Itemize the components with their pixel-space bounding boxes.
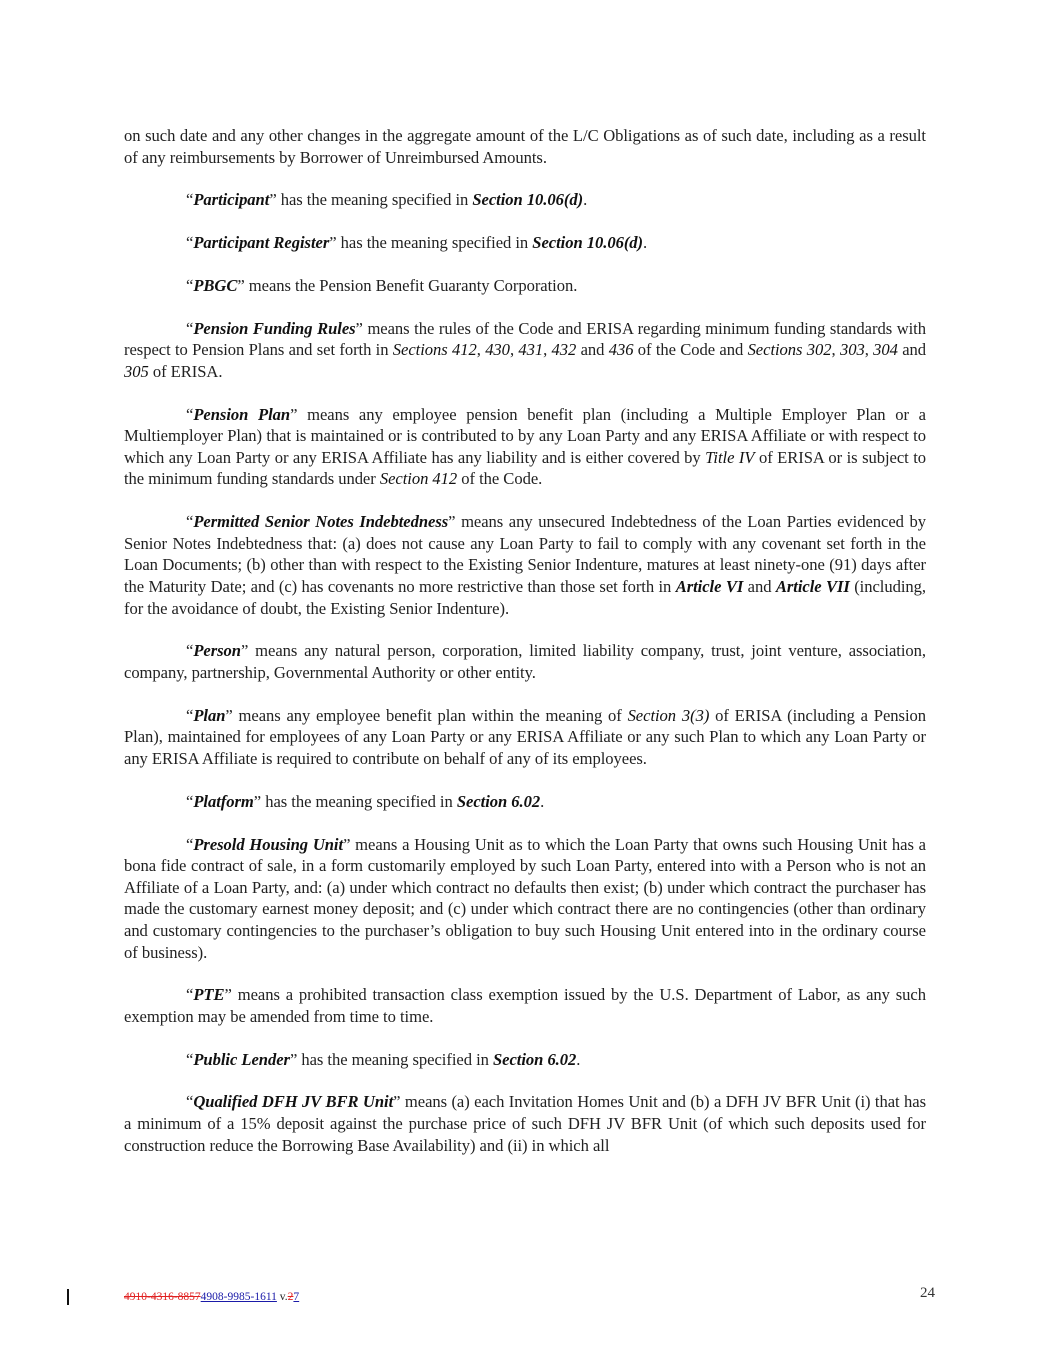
definition-paragraph	[124, 318, 926, 383]
text-run: and	[743, 577, 776, 597]
text-run: ,	[543, 340, 552, 360]
definition-paragraph	[124, 705, 926, 770]
text-run: ,	[509, 340, 519, 360]
text-run: “	[186, 512, 194, 532]
defined-term: Permitted Senior Notes Indebtedness	[193, 512, 449, 532]
statute-reference: 304	[873, 340, 898, 360]
text-run: “	[186, 1049, 194, 1069]
defined-term: Public Lender	[193, 1049, 290, 1069]
defined-term: Person	[193, 641, 241, 661]
text-run: ,	[831, 340, 840, 360]
definition-paragraph	[124, 1091, 926, 1156]
page-number: 24	[920, 1285, 935, 1301]
defined-term: PTE	[193, 985, 225, 1005]
text-run: “	[186, 1092, 194, 1112]
text-run: “	[186, 318, 194, 338]
section-reference: Article VI	[675, 577, 744, 597]
section-reference: Section 6.02	[456, 791, 541, 811]
section-reference: Article VII	[775, 577, 850, 597]
continuation-paragraph	[124, 125, 926, 168]
text-run: ,	[864, 340, 874, 360]
text-run: ” means any natural person, corporation, limited liability company, trust, joint venture, association, company, partnership, Governmental Authority or other entity.	[124, 641, 926, 682]
text-run: .	[583, 190, 588, 210]
text-run: ” means a Housing Unit as to which the Loan Party that owns such Housing Unit has a bona fide contract of sale, in a form customarily employed by such Loan Party, entered into with a Person who is not an Affiliate of a Loan Party, and: (a) under which contract no defaults then exist; (b) under which contract the purchaser has made the customary earnest money deposit; and (c) under which contract there are no contingencies (other than ordinary and customary contingencies to the purchaser’s obligation to buy such Housing Unit entered into in the ordinary course of business).	[124, 834, 926, 962]
defined-term: Participant	[193, 190, 270, 210]
statute-reference: 303	[839, 340, 865, 360]
defined-term: Pension Plan	[193, 404, 291, 424]
text-run: (including, for the avoidance of doubt, the Existing Senior Indenture).	[124, 577, 927, 618]
version-prefix: v.	[276, 1291, 288, 1303]
text-run: ” has the meaning specified in	[269, 190, 473, 210]
text-run: “	[186, 641, 194, 661]
text-run: “	[186, 190, 194, 210]
statute-reference: 436	[608, 340, 634, 360]
version-inserted: 7	[293, 1291, 300, 1303]
definition-paragraph	[124, 189, 926, 211]
document-id	[124, 1291, 299, 1303]
text-run: of the Code.	[457, 469, 543, 489]
change-bar-marker	[67, 1289, 69, 1305]
statute-reference: 432	[551, 340, 577, 360]
defined-term: Platform	[193, 791, 254, 811]
page-footer	[0, 1283, 1055, 1313]
version-deleted: 2	[287, 1291, 294, 1303]
statute-reference: 431	[518, 340, 544, 360]
text-run: “	[186, 404, 194, 424]
text-run: of ERISA.	[148, 361, 223, 381]
text-run: “	[186, 705, 194, 725]
statute-reference: Title IV	[705, 447, 755, 467]
text-run: “	[186, 275, 194, 295]
text-run: “	[186, 791, 194, 811]
statute-reference: 430	[485, 340, 510, 360]
text-run: ” means any employee pension benefit plan (including a Multiple Employer Plan or a Multiemployer Plan) that is maintained or is contributed to by any Loan Party and any ERISA Affiliate or with respect to which any Loan Party or any ERISA Affiliate has any liability and is either covered by	[124, 404, 926, 467]
text-run: .	[576, 1049, 581, 1069]
text-run: on such date and any other changes in the aggregate amount of the L/C Obligations as of such date, including as a result of any reimbursements by Borrower of Unreimbursed Amounts.	[124, 126, 926, 167]
defined-term: Participant Register	[193, 233, 330, 253]
text-run: ” has the meaning specified in	[289, 1049, 493, 1069]
text-run: .	[540, 791, 545, 811]
definition-paragraph	[124, 232, 926, 254]
definition-paragraph	[124, 275, 926, 297]
statute-reference: Section 3(3)	[627, 705, 710, 725]
definition-paragraph	[124, 984, 926, 1027]
definition-paragraph	[124, 791, 926, 813]
doc-id-inserted: 4908-9985-1611	[200, 1291, 277, 1303]
doc-id-deleted: 4910-4316-8857	[124, 1291, 201, 1303]
definition-paragraph	[124, 1049, 926, 1071]
defined-term: Qualified DFH JV BFR Unit	[193, 1092, 394, 1112]
text-run: ” means any unsecured Indebtedness of the Loan Parties evidenced by Senior Notes Indebtedness that: (a) does not cause any Loan Party to fail to comply with any covenant set forth in the Loan Documents; (b) other than with respect to the Existing Senior Indenture, matures at least ninety-one (91) days after the Maturity Date; and (c) has covenants no more restrictive than those set forth in	[124, 512, 926, 597]
defined-term: Pension Funding Rules	[193, 318, 356, 338]
defined-term: PBGC	[193, 275, 238, 295]
defined-term: Plan	[193, 705, 226, 725]
section-reference: Section 10.06(d)	[532, 233, 644, 253]
definition-paragraph	[124, 511, 926, 619]
text-run: and	[576, 340, 609, 360]
text-run: “	[186, 233, 194, 253]
statute-reference: Sections 302	[747, 340, 832, 360]
statute-reference: 305	[124, 361, 149, 381]
text-run: ” means a prohibited transaction class exemption issued by the U.S. Department of Labor, as any such exemption may be amended from time to time.	[124, 985, 926, 1026]
text-run: .	[643, 233, 648, 253]
text-run: of ERISA or is subject to the minimum funding standards under	[124, 447, 927, 489]
text-run: ” means the rules of the Code and ERISA regarding minimum funding standards with respect to Pension Plans and set forth in	[124, 318, 926, 360]
definition-paragraph	[124, 404, 926, 490]
text-run: ,	[476, 340, 486, 360]
text-run: ” means (a) each Invitation Homes Unit and (b) a DFH JV BFR Unit (i) that has a minimum of a 15% deposit against the purchase price of such DFH JV BFR Unit (of which such deposits used for construction reduce the Borrowing Base Availability) and (ii) in which all	[124, 1092, 926, 1155]
definition-paragraph	[124, 640, 926, 683]
definition-paragraph	[124, 834, 926, 964]
text-run: ” means the Pension Benefit Guaranty Corporation.	[237, 275, 578, 295]
text-run: ” means any employee benefit plan within the meaning of	[225, 705, 628, 725]
section-reference: Section 6.02	[492, 1049, 577, 1069]
text-run: of the Code and	[633, 340, 748, 360]
text-run: and	[897, 340, 927, 360]
text-run: “	[186, 834, 194, 854]
text-run: ” has the meaning specified in	[329, 233, 533, 253]
statute-reference: Sections 412	[392, 340, 477, 360]
text-run: of ERISA (including a Pension Plan), maintained for employees of any Loan Party or any ERISA Affiliate or any such Plan to which any Loan Party or any ERISA Affiliate is required to contribute on behalf of any of its employees.	[124, 705, 926, 768]
statute-reference: Section 412	[379, 469, 458, 489]
section-reference: Section 10.06(d)	[472, 190, 584, 210]
text-run: ” has the meaning specified in	[253, 791, 457, 811]
document-body	[124, 125, 926, 1177]
text-run: “	[186, 985, 194, 1005]
defined-term: Presold Housing Unit	[193, 834, 344, 854]
